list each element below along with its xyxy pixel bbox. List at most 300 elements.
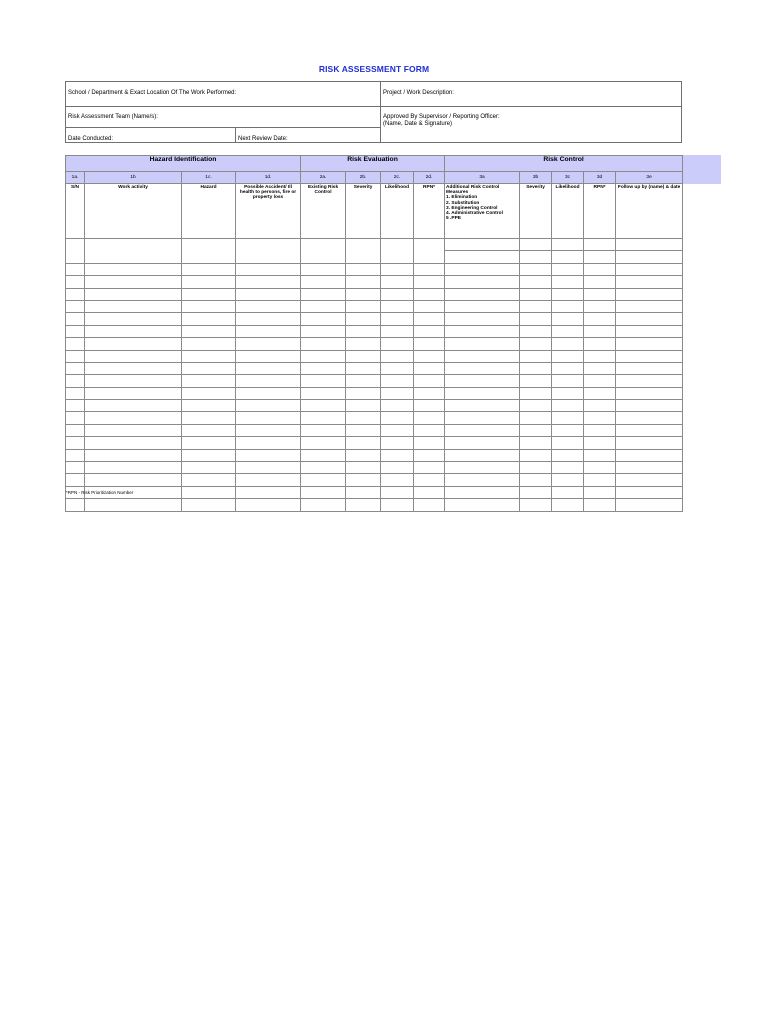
cell[interactable]: [616, 288, 683, 300]
cell[interactable]: [584, 300, 616, 312]
cell[interactable]: [66, 462, 85, 474]
cell[interactable]: [616, 300, 683, 312]
cell[interactable]: [236, 400, 301, 412]
cell[interactable]: [584, 387, 616, 399]
cell[interactable]: [616, 263, 683, 275]
table-row[interactable]: [66, 424, 683, 436]
cell[interactable]: [66, 239, 85, 264]
cell[interactable]: [66, 350, 85, 362]
assessment-team-field[interactable]: [65, 106, 380, 128]
cell[interactable]: [616, 239, 683, 251]
cell[interactable]: [66, 313, 85, 325]
cell[interactable]: [236, 263, 301, 275]
cell[interactable]: [414, 449, 445, 461]
cell[interactable]: [236, 424, 301, 436]
cell[interactable]: [346, 449, 381, 461]
cell[interactable]: [520, 276, 552, 288]
cell[interactable]: [85, 288, 182, 300]
cell[interactable]: [66, 375, 85, 387]
cell[interactable]: [66, 412, 85, 424]
cell[interactable]: [236, 499, 301, 511]
cell[interactable]: [445, 412, 520, 424]
cell[interactable]: [445, 424, 520, 436]
cell[interactable]: [381, 474, 414, 486]
cell[interactable]: [236, 239, 301, 264]
table-row[interactable]: [66, 412, 683, 424]
next-review-date-field[interactable]: [235, 128, 380, 143]
cell[interactable]: [66, 400, 85, 412]
cell[interactable]: [414, 375, 445, 387]
cell[interactable]: [346, 263, 381, 275]
table-row[interactable]: [66, 486, 683, 498]
table-row[interactable]: [66, 350, 683, 362]
cell[interactable]: [520, 338, 552, 350]
cell[interactable]: [414, 387, 445, 399]
table-row[interactable]: [66, 263, 683, 275]
cell[interactable]: [520, 350, 552, 362]
cell[interactable]: [182, 387, 236, 399]
cell[interactable]: [381, 499, 414, 511]
cell[interactable]: [381, 313, 414, 325]
cell[interactable]: [445, 362, 520, 374]
cell[interactable]: [301, 375, 346, 387]
cell[interactable]: [552, 499, 584, 511]
cell[interactable]: [301, 462, 346, 474]
cell[interactable]: [381, 362, 414, 374]
cell[interactable]: [381, 424, 414, 436]
cell[interactable]: [236, 362, 301, 374]
cell[interactable]: [66, 437, 85, 449]
cell[interactable]: [552, 486, 584, 498]
cell[interactable]: [236, 387, 301, 399]
cell[interactable]: [346, 499, 381, 511]
cell[interactable]: [66, 474, 85, 486]
cell[interactable]: [85, 400, 182, 412]
cell[interactable]: [85, 338, 182, 350]
cell[interactable]: [66, 338, 85, 350]
cell[interactable]: [414, 499, 445, 511]
cell[interactable]: [381, 338, 414, 350]
cell[interactable]: [414, 412, 445, 424]
cell[interactable]: [445, 350, 520, 362]
cell[interactable]: [584, 400, 616, 412]
cell[interactable]: [414, 239, 445, 264]
cell[interactable]: [616, 400, 683, 412]
cell[interactable]: [445, 387, 520, 399]
cell[interactable]: [381, 239, 414, 264]
cell[interactable]: [346, 313, 381, 325]
cell[interactable]: [301, 400, 346, 412]
cell[interactable]: [414, 325, 445, 337]
cell[interactable]: [445, 288, 520, 300]
cell[interactable]: [552, 474, 584, 486]
table-row[interactable]: [66, 499, 683, 511]
table-row[interactable]: [66, 300, 683, 312]
cell[interactable]: [584, 350, 616, 362]
cell[interactable]: [616, 325, 683, 337]
cell[interactable]: [552, 449, 584, 461]
cell[interactable]: [616, 251, 683, 263]
cell[interactable]: [182, 239, 236, 264]
cell[interactable]: [616, 412, 683, 424]
cell[interactable]: [66, 362, 85, 374]
table-row[interactable]: [66, 400, 683, 412]
cell[interactable]: [346, 474, 381, 486]
cell[interactable]: [414, 362, 445, 374]
cell[interactable]: [552, 251, 584, 263]
cell[interactable]: [520, 239, 552, 251]
cell[interactable]: [85, 437, 182, 449]
cell[interactable]: [414, 462, 445, 474]
cell[interactable]: [414, 300, 445, 312]
cell[interactable]: [584, 338, 616, 350]
cell[interactable]: [445, 486, 520, 498]
cell[interactable]: [346, 412, 381, 424]
cell[interactable]: [520, 251, 552, 263]
cell[interactable]: [236, 437, 301, 449]
table-row[interactable]: [66, 362, 683, 374]
cell[interactable]: [520, 486, 552, 498]
cell[interactable]: [552, 276, 584, 288]
cell[interactable]: [381, 462, 414, 474]
cell[interactable]: [301, 474, 346, 486]
cell[interactable]: [85, 375, 182, 387]
cell[interactable]: [616, 387, 683, 399]
cell[interactable]: [584, 288, 616, 300]
cell[interactable]: [301, 362, 346, 374]
cell[interactable]: [346, 350, 381, 362]
cell[interactable]: [552, 239, 584, 251]
cell[interactable]: [414, 276, 445, 288]
cell[interactable]: [520, 462, 552, 474]
cell[interactable]: [414, 313, 445, 325]
cell[interactable]: [520, 474, 552, 486]
cell[interactable]: [182, 300, 236, 312]
cell[interactable]: [552, 437, 584, 449]
cell[interactable]: [381, 387, 414, 399]
cell[interactable]: [520, 400, 552, 412]
cell[interactable]: [236, 449, 301, 461]
cell[interactable]: [182, 375, 236, 387]
cell[interactable]: [85, 325, 182, 337]
cell[interactable]: [85, 276, 182, 288]
cell[interactable]: [346, 300, 381, 312]
cell[interactable]: [520, 424, 552, 436]
cell[interactable]: [182, 276, 236, 288]
cell[interactable]: [381, 400, 414, 412]
cell[interactable]: [346, 462, 381, 474]
cell[interactable]: [182, 288, 236, 300]
cell[interactable]: [381, 486, 414, 498]
cell[interactable]: [85, 362, 182, 374]
cell[interactable]: [182, 486, 236, 498]
cell[interactable]: [301, 300, 346, 312]
cell[interactable]: [236, 486, 301, 498]
cell[interactable]: [552, 263, 584, 275]
cell[interactable]: [85, 387, 182, 399]
cell[interactable]: [584, 449, 616, 461]
cell[interactable]: [85, 263, 182, 275]
cell[interactable]: [552, 400, 584, 412]
cell[interactable]: [66, 325, 85, 337]
table-row[interactable]: [66, 437, 683, 449]
table-row[interactable]: [66, 313, 683, 325]
cell[interactable]: [236, 288, 301, 300]
cell[interactable]: [85, 449, 182, 461]
cell[interactable]: [236, 375, 301, 387]
cell[interactable]: [414, 424, 445, 436]
cell[interactable]: [616, 499, 683, 511]
cell[interactable]: [182, 350, 236, 362]
cell[interactable]: [414, 350, 445, 362]
cell[interactable]: [85, 462, 182, 474]
cell[interactable]: [301, 276, 346, 288]
cell[interactable]: [552, 412, 584, 424]
cell[interactable]: [584, 276, 616, 288]
cell[interactable]: [301, 350, 346, 362]
table-row[interactable]: [66, 474, 683, 486]
cell[interactable]: [445, 263, 520, 275]
cell[interactable]: [520, 437, 552, 449]
cell[interactable]: [616, 362, 683, 374]
cell[interactable]: [552, 387, 584, 399]
cell[interactable]: [236, 462, 301, 474]
cell[interactable]: [414, 400, 445, 412]
cell[interactable]: [66, 499, 85, 511]
cell[interactable]: [445, 375, 520, 387]
cell[interactable]: [85, 424, 182, 436]
cell[interactable]: [346, 362, 381, 374]
cell[interactable]: [520, 263, 552, 275]
cell[interactable]: [66, 288, 85, 300]
cell[interactable]: [346, 276, 381, 288]
cell[interactable]: [381, 412, 414, 424]
cell[interactable]: [182, 400, 236, 412]
cell[interactable]: [552, 375, 584, 387]
cell[interactable]: [236, 276, 301, 288]
cell[interactable]: [616, 313, 683, 325]
cell[interactable]: [584, 412, 616, 424]
table-row[interactable]: [66, 338, 683, 350]
cell[interactable]: [381, 300, 414, 312]
cell[interactable]: [552, 462, 584, 474]
cell[interactable]: [301, 424, 346, 436]
cell[interactable]: [236, 338, 301, 350]
cell[interactable]: [616, 276, 683, 288]
cell[interactable]: [414, 338, 445, 350]
table-row[interactable]: [66, 239, 683, 251]
cell[interactable]: [301, 288, 346, 300]
cell[interactable]: [301, 486, 346, 498]
cell[interactable]: [616, 375, 683, 387]
cell[interactable]: [182, 313, 236, 325]
cell[interactable]: [301, 387, 346, 399]
cell[interactable]: [584, 424, 616, 436]
cell[interactable]: [616, 449, 683, 461]
cell[interactable]: [445, 239, 520, 251]
table-row[interactable]: [66, 375, 683, 387]
table-row[interactable]: [66, 449, 683, 461]
cell[interactable]: [85, 412, 182, 424]
cell[interactable]: [520, 387, 552, 399]
cell[interactable]: [445, 449, 520, 461]
cell[interactable]: [346, 239, 381, 264]
cell[interactable]: [381, 449, 414, 461]
cell[interactable]: [381, 350, 414, 362]
cell[interactable]: [552, 325, 584, 337]
cell[interactable]: [66, 300, 85, 312]
cell[interactable]: [346, 375, 381, 387]
cell[interactable]: [381, 375, 414, 387]
school-department-field[interactable]: [65, 81, 380, 107]
cell[interactable]: [85, 499, 182, 511]
project-description-field[interactable]: [380, 81, 682, 107]
cell[interactable]: [616, 424, 683, 436]
cell[interactable]: [552, 313, 584, 325]
cell[interactable]: [616, 338, 683, 350]
cell[interactable]: [520, 375, 552, 387]
cell[interactable]: [85, 300, 182, 312]
cell[interactable]: [584, 486, 616, 498]
cell[interactable]: [66, 387, 85, 399]
cell[interactable]: [182, 437, 236, 449]
cell[interactable]: [182, 338, 236, 350]
cell[interactable]: [182, 263, 236, 275]
cell[interactable]: [414, 474, 445, 486]
cell[interactable]: [301, 437, 346, 449]
cell[interactable]: [552, 288, 584, 300]
cell[interactable]: [301, 449, 346, 461]
cell[interactable]: [445, 313, 520, 325]
cell[interactable]: [584, 437, 616, 449]
cell[interactable]: [414, 437, 445, 449]
cell[interactable]: [552, 300, 584, 312]
cell[interactable]: [182, 325, 236, 337]
cell[interactable]: [584, 375, 616, 387]
cell[interactable]: [236, 412, 301, 424]
cell[interactable]: [616, 462, 683, 474]
cell[interactable]: [552, 424, 584, 436]
cell[interactable]: [552, 338, 584, 350]
cell[interactable]: [445, 338, 520, 350]
cell[interactable]: [85, 313, 182, 325]
cell[interactable]: [445, 276, 520, 288]
table-row[interactable]: [66, 276, 683, 288]
cell[interactable]: [182, 412, 236, 424]
cell[interactable]: [584, 263, 616, 275]
cell[interactable]: [346, 400, 381, 412]
cell[interactable]: [616, 486, 683, 498]
cell[interactable]: [346, 288, 381, 300]
cell[interactable]: [520, 499, 552, 511]
cell[interactable]: [584, 313, 616, 325]
cell[interactable]: [301, 325, 346, 337]
cell[interactable]: [414, 288, 445, 300]
cell[interactable]: [381, 263, 414, 275]
cell[interactable]: [85, 239, 182, 264]
table-row[interactable]: [66, 288, 683, 300]
cell[interactable]: [381, 437, 414, 449]
cell[interactable]: [584, 325, 616, 337]
table-row[interactable]: [66, 325, 683, 337]
cell[interactable]: [520, 288, 552, 300]
cell[interactable]: [445, 462, 520, 474]
cell[interactable]: [85, 474, 182, 486]
cell[interactable]: [445, 437, 520, 449]
cell[interactable]: [552, 350, 584, 362]
cell[interactable]: [346, 424, 381, 436]
cell[interactable]: [584, 462, 616, 474]
cell[interactable]: [236, 474, 301, 486]
cell[interactable]: [520, 325, 552, 337]
cell[interactable]: [584, 474, 616, 486]
cell[interactable]: [381, 276, 414, 288]
cell[interactable]: [85, 350, 182, 362]
date-conducted-field[interactable]: [65, 128, 235, 143]
cell[interactable]: [584, 251, 616, 263]
cell[interactable]: [616, 437, 683, 449]
cell[interactable]: [520, 362, 552, 374]
cell[interactable]: [414, 263, 445, 275]
cell[interactable]: [301, 239, 346, 264]
cell[interactable]: [414, 486, 445, 498]
cell[interactable]: [182, 474, 236, 486]
cell[interactable]: [520, 300, 552, 312]
cell[interactable]: [445, 251, 520, 263]
table-row[interactable]: [66, 387, 683, 399]
cell[interactable]: [66, 276, 85, 288]
cell[interactable]: [381, 288, 414, 300]
cell[interactable]: [445, 325, 520, 337]
cell[interactable]: [301, 338, 346, 350]
cell[interactable]: [66, 263, 85, 275]
cell[interactable]: [552, 362, 584, 374]
cell[interactable]: [346, 486, 381, 498]
table-row[interactable]: [66, 462, 683, 474]
cell[interactable]: [236, 325, 301, 337]
cell[interactable]: [616, 474, 683, 486]
cell[interactable]: [301, 313, 346, 325]
cell[interactable]: [381, 325, 414, 337]
cell[interactable]: [520, 412, 552, 424]
cell[interactable]: [346, 387, 381, 399]
cell[interactable]: [520, 313, 552, 325]
cell[interactable]: [236, 300, 301, 312]
cell[interactable]: [445, 300, 520, 312]
cell[interactable]: [182, 424, 236, 436]
cell[interactable]: [445, 400, 520, 412]
cell[interactable]: [584, 499, 616, 511]
cell[interactable]: [346, 325, 381, 337]
cell[interactable]: [301, 412, 346, 424]
cell[interactable]: [182, 449, 236, 461]
cell[interactable]: [182, 362, 236, 374]
cell[interactable]: [236, 313, 301, 325]
cell[interactable]: [346, 437, 381, 449]
cell[interactable]: [445, 474, 520, 486]
cell[interactable]: [182, 462, 236, 474]
cell[interactable]: [66, 449, 85, 461]
cell[interactable]: [520, 449, 552, 461]
cell[interactable]: [616, 350, 683, 362]
cell[interactable]: [182, 499, 236, 511]
cell[interactable]: [301, 263, 346, 275]
cell[interactable]: [584, 362, 616, 374]
cell[interactable]: [445, 499, 520, 511]
approved-by-field[interactable]: [380, 106, 682, 143]
cell[interactable]: [301, 499, 346, 511]
cell[interactable]: [346, 338, 381, 350]
